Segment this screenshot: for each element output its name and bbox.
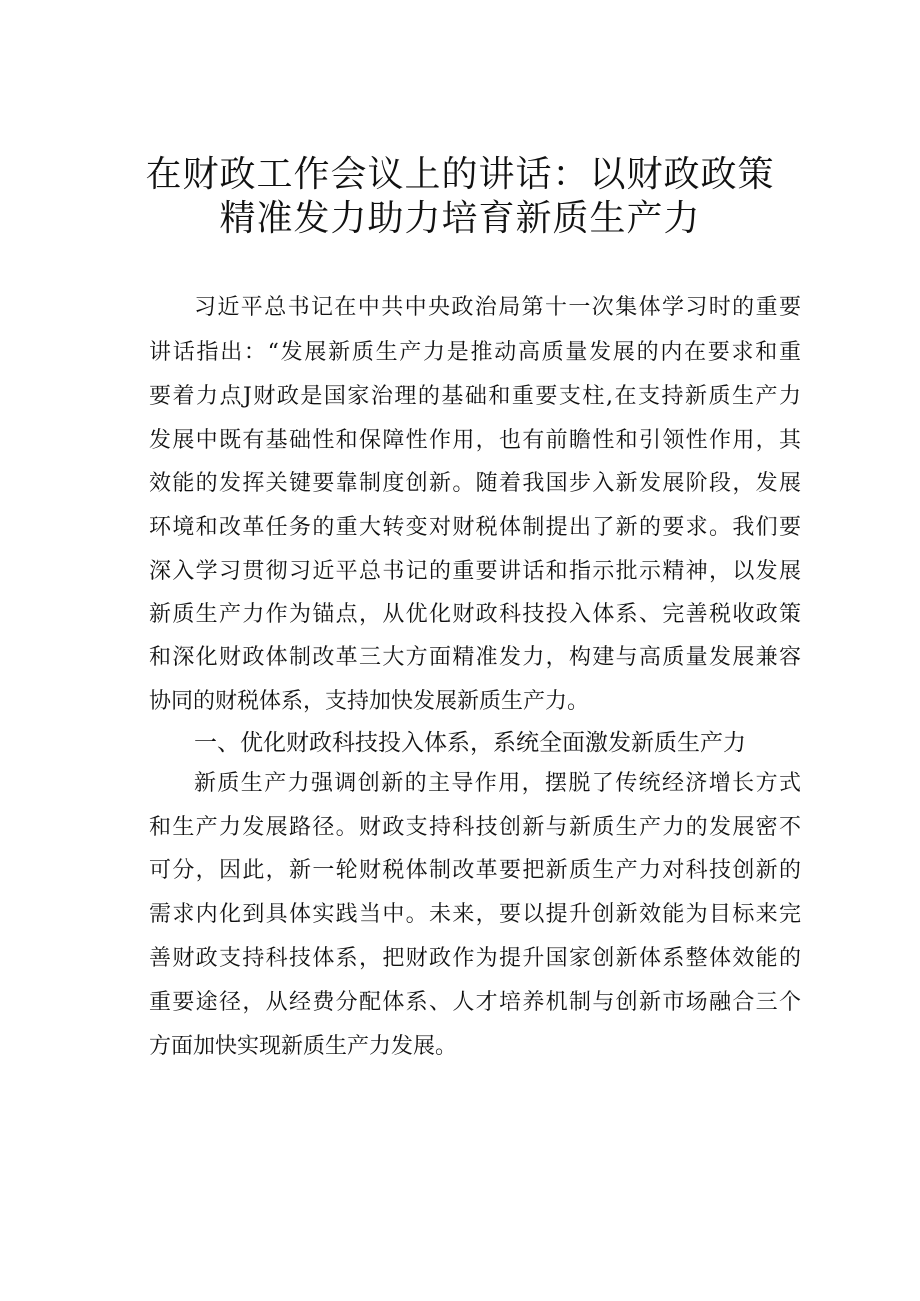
paragraph-line: 和深化财政体制改革三大方面精准发力，构建与高质量发展兼容 (149, 645, 801, 670)
document-title-line-1: 在财政工作会议上的讲话：以财政政策 (145, 154, 775, 195)
paragraph-line: 需求内化到具体实践当中。未来，要以提升创新效能为目标来完 (149, 902, 801, 927)
paragraph-line: 善财政支持科技体系，把财政作为提升国家创新体系整体效能的 (149, 946, 801, 971)
paragraph-line: 环境和改革任务的重大转变对财税体制提出了新的要求。我们要 (149, 515, 801, 540)
paragraph-line: 效能的发挥关键要靠制度创新。随着我国步入新发展阶段，发展 (149, 471, 801, 496)
paragraph-line: 要着力点J财政是国家治理的基础和重要支柱,在支持新质生产力 (149, 384, 801, 409)
paragraph-line: 新质生产力作为锚点，从优化财政科技投入体系、完善税收政策 (149, 602, 801, 627)
paragraph-line: 重要途径，从经费分配体系、人才培养机制与创新市场融合三个 (149, 990, 801, 1015)
paragraph-line: 方面加快实现新质生产力发展。 (149, 1034, 458, 1059)
paragraph-line: 可分，因此，新一轮财税体制改革要把新质生产力对科技创新的 (149, 858, 801, 883)
document-title-line-2: 精准发力助力培育新质生产力 (219, 198, 701, 239)
paragraph-line: 新质生产力强调创新的主导作用，摆脱了传统经济增长方式 (194, 771, 801, 796)
paragraph-line: 讲话指出：“发展新质生产力是推动高质量发展的内在要求和重 (149, 340, 801, 365)
paragraph-line: 发展中既有基础性和保障性作用，也有前瞻性和引领性作用，其 (149, 428, 801, 453)
paragraph-line: 协同的财税体系，支持加快发展新质生产力。 (149, 689, 590, 714)
paragraph-line: 习近平总书记在中共中央政治局第十一次集体学习时的重要 (194, 295, 801, 320)
paragraph-line: 和生产力发展路径。财政支持科技创新与新质生产力的发展密不 (149, 815, 801, 840)
section-heading-1: 一、优化财政科技投入体系，系统全面激发新质生产力 (194, 730, 746, 756)
paragraph-line: 深入学习贯彻习近平总书记的重要讲话和指示批示精神，以发展 (149, 559, 801, 584)
